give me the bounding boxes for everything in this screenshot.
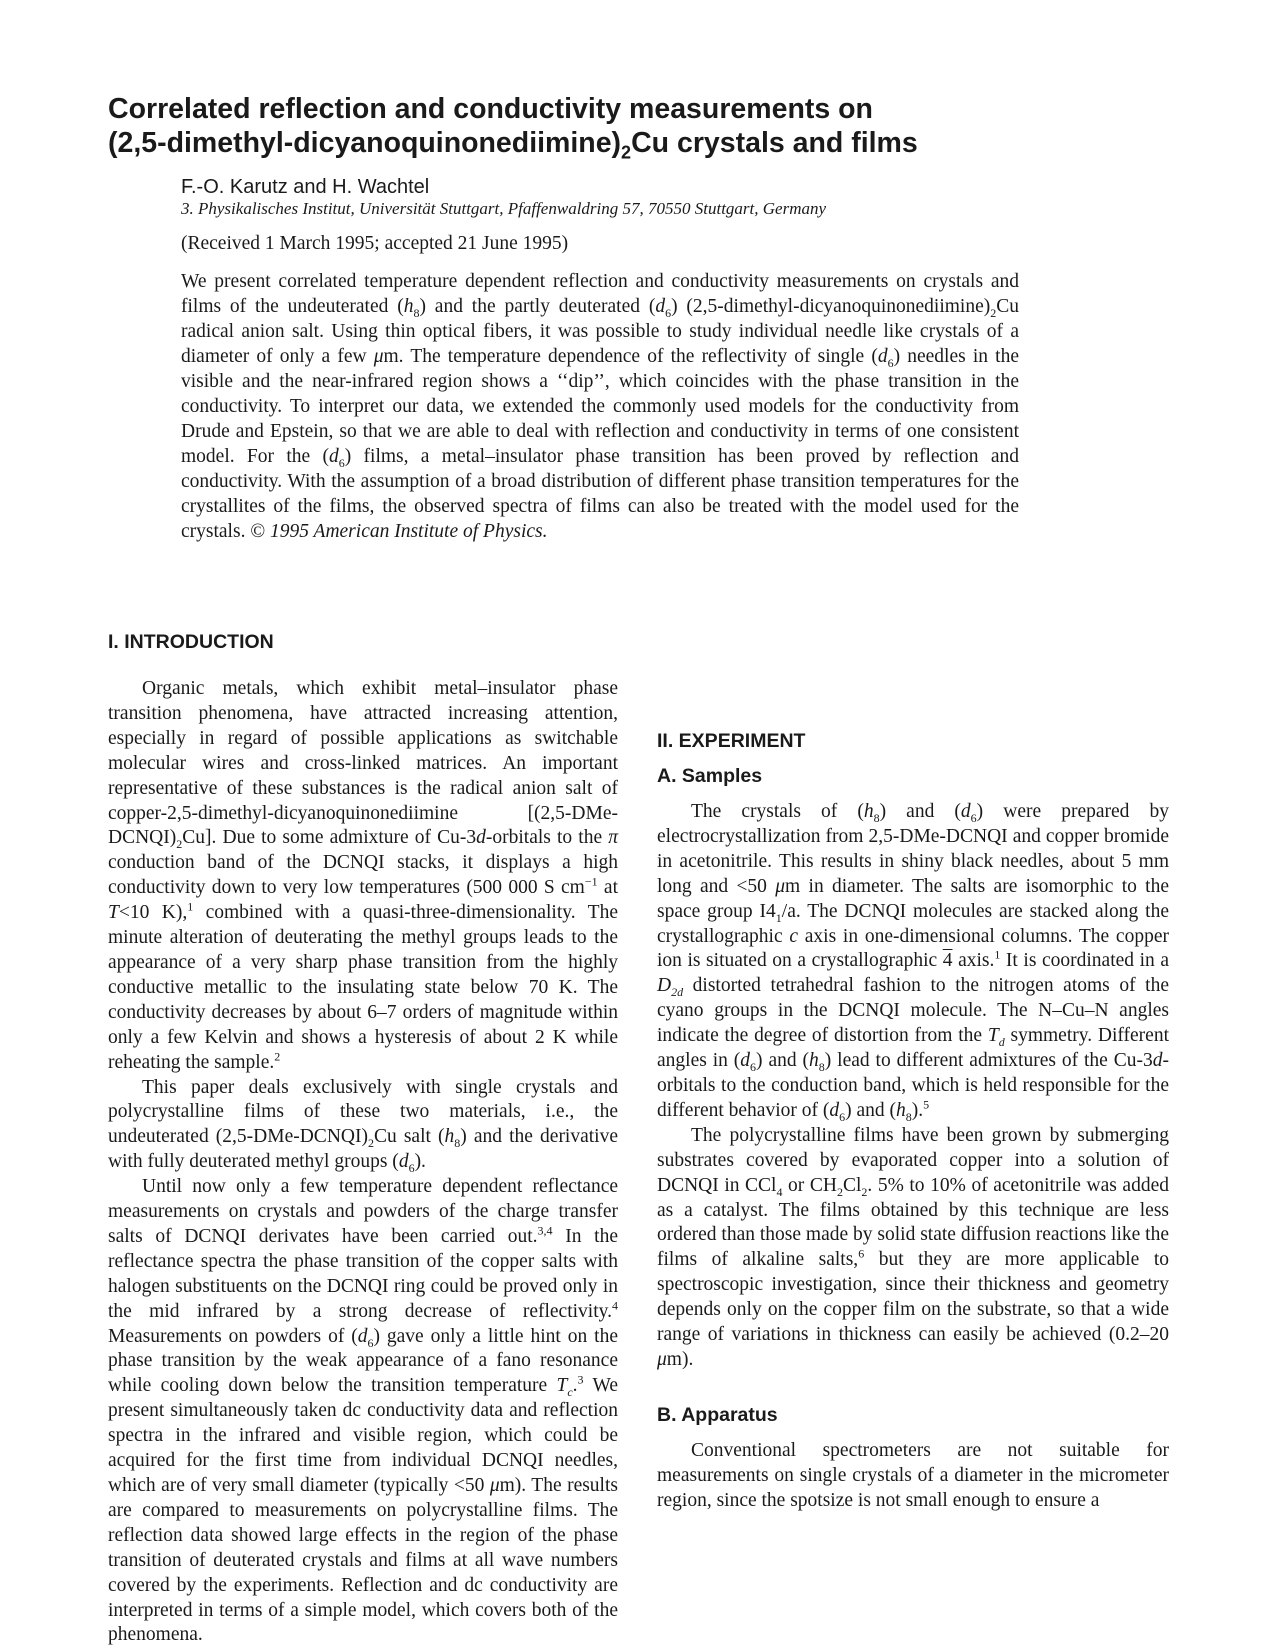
intro-paragraph-2: This paper deals exclusively with single crystals and polycrystalline films of these two materials, i.e., the undeuterated $(2,5-DMe-DCNQI)_2Cu$ salt $(h_8)$ and the derivative with fully deuterated methyl groups $(d_6)$. (108, 1076, 618, 1176)
section-heading-experiment: II. EXPERIMENT (657, 730, 806, 752)
samples-paragraph-2: The polycrystalline films have been grown by submerging substrates covered by evaporated copper into a solution of DCNQI in CCl$_4$ or $CH_2Cl_2$. 5% to 10% of acetonitrile was added as a catalyst. The films obtained by this technique are less ordered than those made by solid state diffusion reactions like the films of alkaline salts,$^6$ but they are more applicable to spectroscopic investigation, since their thickness and geometry depends only on the copper film on the substrate, so that a wide range of variations in thickness can easily be achieved (0.2–20 μm). (657, 1124, 1170, 1370)
title-line-2: $(2,5-dimethyl-dicyanoquinonediimine)_2Cu$ crystals and films (108, 127, 918, 163)
subsection-heading-apparatus: B. Apparatus (657, 1403, 778, 1426)
title-line-1: Correlated reflection and conductivity measurements on (108, 93, 873, 125)
left-column (108, 630, 618, 1648)
intro-paragraph-3: Until now only a few temperature dependent reflectance measurements on crystals and powders of the charge transfer salts of DCNQI derivates have been carried out.$^{3,4}$ In the reflectance spectra the phase transition of the copper salts with halogen substituents on the DCNQI ring could be proved only in the mid infrared by a strong decrease of reflectivity.$^4$ Measurements on powders of $(d_6)$ gave only a little hint on the phase transition by the weak appearance of a fano resonance while cooling down below the transition temperature $T_c.^3$ We present simultaneously taken dc conductivity data and reflection spectra in the infrared and visible region, which could be acquired for the first time from individual DCNQI needles, which are of very small diameter (typically <50 μm). The results are compared to measurements on polycrystalline films. The reflection data showed large effects in the region of the phase transition of deuterated crystals and films at all wave numbers covered by the experiments. Reflection and dc conductivity are interpreted in terms of a simple model, which covers both of the phenomena. (108, 1176, 618, 1646)
apparatus-paragraph-1: Conventional spectrometers are not suitable for measurements on single crystals of a diameter in the micrometer region, since the spotsize is not small enough to ensure a (657, 1439, 1169, 1511)
intro-paragraph-1: Organic metals, which exhibit metal–insulator phase transition phenomena, have attracted increasing attention, especially in regard of possible applications as switchable molecular wires and cross-linked matrices. An important representative of these substances is the radical anion salt of copper-2,5-dimethyl-dicyanoquinonediimine $[(2,5-DMe-DCNQI)_2Cu]$. Due to some admixture of Cu-3d-orbitals to the π conduction band of the DCNQI stacks, it displays a high conductivity down to very low temperatures (500 000 S $cm^{-1}$ at T<10 K),$^1$ combined with a quasi-three-dimensionality. The minute alteration of deuterating the methyl groups leads to the appearance of a very sharp phase transition from the highly conductive metallic to the insulating state below 70 K. The conductivity decreases by about 6–7 orders of magnitude within only a few Kelvin and shows a hysteresis of about 2 K while reheating the sample.$^2$ (108, 678, 618, 1073)
authors: F.-O. Karutz and H. Wachtel (181, 176, 430, 198)
right-column (657, 729, 1169, 1514)
received-dates: (Received 1 March 1995; accepted 21 June 1995) (181, 233, 569, 254)
copyright-notice: 1995 American Institute of Physics. (270, 521, 548, 542)
paper-title (108, 92, 1108, 163)
affiliation: 3. Physikalisches Institut, Universität Stuttgart, Pfaffenwaldring 57, 70550 Stuttgart, Germany (181, 199, 827, 218)
section-heading-introduction: I. INTRODUCTION (108, 631, 274, 653)
samples-paragraph-1: The crystals of $(h_8)$ and $(d_6)$ were prepared by electrocrystallization from 2,5-DMe-DCNQI and copper bromide in acetonitrile. This results in shiny black needles, about 5 mm long and <50 μm in diameter. The salts are isomorphic to the space group $I4_1/a$. The DCNQI molecules are stacked along the crystallographic c axis in one-dimensional columns. The copper ion is situated on a crystallographic 4 axis.$^1$ It is coordinated in a $D_{2d}$ distorted tetrahedral fashion to the nitrogen atoms of the cyano groups in the DCNQI molecule. The N–Cu–N angles indicate the degree of distortion from the $T_d$ symmetry. Different angles in $(d_6)$ and $(h_8)$ lead to different admixtures of the Cu-3d-orbitals to the conduction band, which is held responsible for the different behavior of $(d_6)$ and $(h_8).^5$ (657, 801, 1170, 1124)
subsection-heading-samples: A. Samples (657, 765, 763, 787)
abstract: We present correlated temperature dependent reflection and conductivity measurements on crystals and films of the undeuterated $(h_8)$ and the partly deuterated $(d_6)$ $(2,5-dimethyl-dicyanoquinonediimine)_2Cu$ radical anion salt. Using thin optical fibers, it was possible to study individual needle like crystals of a diameter of only a few μm. The temperature dependence of the reflectivity of single $(d_6)$ needles in the visible and the near-infrared region shows a ‘‘dip’’, which coincides with the phase transition in the conductivity. To interpret our data, we extended the commonly used models for the conductivity from Drude and Epstein, so that we are able to deal with reflection and conductivity in terms of one consistent model. For the $(d_6)$ films, a metal–insulator phase transition has been proved by reflection and conductivity. With the assumption of a broad distribution of different phase transition temperatures for the crystallites of the films, the observed spectra of films can also be treated with the model used for the crystals. © 1995 American Institute of Physics. (181, 271, 1019, 542)
